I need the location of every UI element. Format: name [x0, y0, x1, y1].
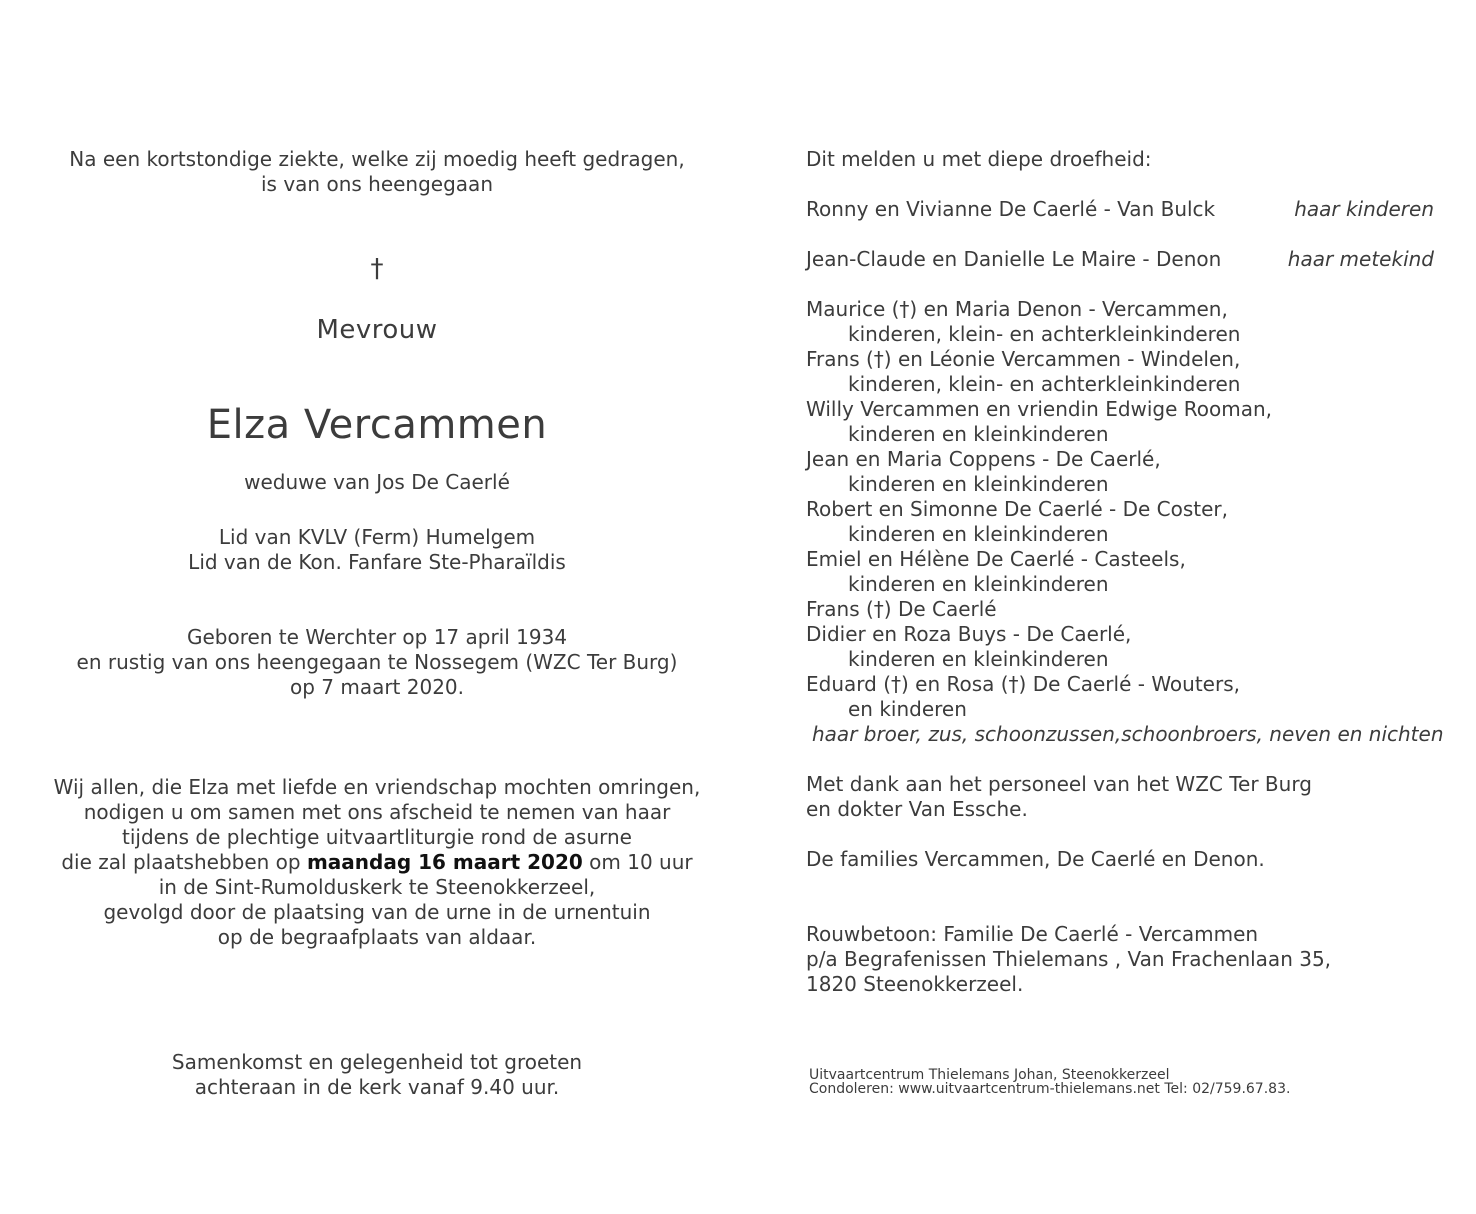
- thanks: [806, 772, 1456, 822]
- thanks-line: en dokter Van Essche.: [806, 797, 1028, 821]
- family-line: kinderen, klein- en achterkleinkinderen: [848, 372, 1241, 396]
- gathering-line: achteraan in de kerk vanaf 9.40 uur.: [194, 1075, 560, 1099]
- undertaker-footer: [809, 1068, 1459, 1096]
- family-line: kinderen en kleinkinderen: [848, 522, 1109, 546]
- family-line: kinderen en kleinkinderen: [848, 572, 1109, 596]
- footer-line: Condoleren: www.uitvaartcentrum-thielemans.net Tel: 02/759.67.83.: [809, 1081, 1291, 1097]
- intro-text: [30, 147, 724, 197]
- invitation-line: op de begraafplaats van aldaar.: [217, 925, 537, 949]
- invitation-line: Wij allen, die Elza met liefde en vriendschap mochten omringen,: [53, 775, 701, 799]
- children-names: Ronny en Vivianne De Caerlé - Van Bulck: [806, 197, 1216, 221]
- family-relation: haar broer, zus, schoonzussen,schoonbroers, neven en nichten: [812, 722, 1444, 746]
- address-line: p/a Begrafenissen Thielemans , Van Frachenlaan 35,: [806, 947, 1332, 971]
- deceased-name: Elza Vercammen: [206, 402, 548, 448]
- family-line: Frans (†) en Léonie Vercammen - Windelen,: [806, 347, 1241, 371]
- family-line: kinderen en kleinkinderen: [848, 472, 1109, 496]
- children-entry: [806, 197, 1456, 222]
- family-line: kinderen en kleinkinderen: [848, 422, 1109, 446]
- condolence-address: [806, 922, 1456, 997]
- godchild-names: Jean-Claude en Danielle Le Maire - Denon: [806, 247, 1222, 271]
- address-line: Rouwbetoon: Familie De Caerlé - Vercammen: [806, 922, 1259, 946]
- widow-line: weduwe van Jos De Caerlé: [244, 470, 510, 494]
- date-line: op 7 maart 2020.: [289, 675, 465, 699]
- families-signature: De families Vercammen, De Caerlé en Denon.: [806, 847, 1265, 871]
- family-line: Maurice (†) en Maria Denon - Vercammen,: [806, 297, 1228, 321]
- family-line: kinderen en kleinkinderen: [848, 647, 1109, 671]
- family-line: Jean en Maria Coppens - De Caerlé,: [806, 447, 1161, 471]
- godchild-entry: [806, 247, 1456, 272]
- address-line: 1820 Steenokkerzeel.: [806, 972, 1024, 996]
- invitation-line: tijdens de plechtige uitvaartliturgie rond de asurne: [122, 825, 632, 849]
- announcement: Dit melden u met diepe droefheid:: [806, 147, 1152, 171]
- funeral-date: maandag 16 maart 2020: [306, 850, 583, 874]
- family-line: Frans (†) De Caerlé: [806, 597, 997, 621]
- passing-line: en rustig van ons heengegaan te Nossegem (WZC Ter Burg): [76, 650, 678, 674]
- family-line: Robert en Simonne De Caerlé - De Coster,: [806, 497, 1228, 521]
- family-line: Eduard (†) en Rosa (†) De Caerlé - Wouters,: [806, 672, 1240, 696]
- thanks-line: Met dank aan het personeel van het WZC Ter Burg: [806, 772, 1312, 796]
- memberships: [30, 525, 724, 575]
- invitation-time: om 10 uur: [582, 850, 693, 874]
- family-line: kinderen, klein- en achterkleinkinderen: [848, 322, 1241, 346]
- invitation-line: gevolgd door de plaatsing van de urne in de urnentuin: [103, 900, 651, 924]
- invitation-line: nodigen u om samen met ons afscheid te nemen van haar: [83, 800, 671, 824]
- godchild-relation: haar metekind: [1287, 247, 1434, 271]
- intro-line: Na een kortstondige ziekte, welke zij moedig heeft gedragen,: [69, 147, 685, 171]
- family-list: [806, 297, 1456, 747]
- membership-line: Lid van KVLV (Ferm) Humelgem: [218, 525, 536, 549]
- intro-line: is van ons heengegaan: [261, 172, 493, 196]
- family-line: Willy Vercammen en vriendin Edwige Rooman,: [806, 397, 1273, 421]
- honorific: Mevrouw: [316, 315, 438, 345]
- family-line: Emiel en Hélène De Caerlé - Casteels,: [806, 547, 1186, 571]
- children-relation: haar kinderen: [1294, 197, 1434, 221]
- membership-line: Lid van de Kon. Fanfare Ste-Pharaïldis: [188, 550, 566, 574]
- birth-line: Geboren te Werchter op 17 april 1934: [186, 625, 568, 649]
- gathering-info: [30, 1050, 724, 1100]
- gathering-line: Samenkomst en gelegenheid tot groeten: [171, 1050, 583, 1074]
- footer-line: Uitvaartcentrum Thielemans Johan, Steenokkerzeel: [809, 1067, 1170, 1083]
- family-line: Didier en Roza Buys - De Caerlé,: [806, 622, 1132, 646]
- birth-death-info: [30, 625, 724, 700]
- funeral-invitation: [30, 775, 724, 950]
- invitation-text: die zal plaatshebben op: [61, 850, 307, 874]
- invitation-line: in de Sint-Rumolduskerk te Steenokkerzeel,: [158, 875, 596, 899]
- cross-symbol: †: [370, 254, 384, 284]
- family-line: en kinderen: [848, 697, 967, 721]
- invitation-date-line: [30, 850, 724, 875]
